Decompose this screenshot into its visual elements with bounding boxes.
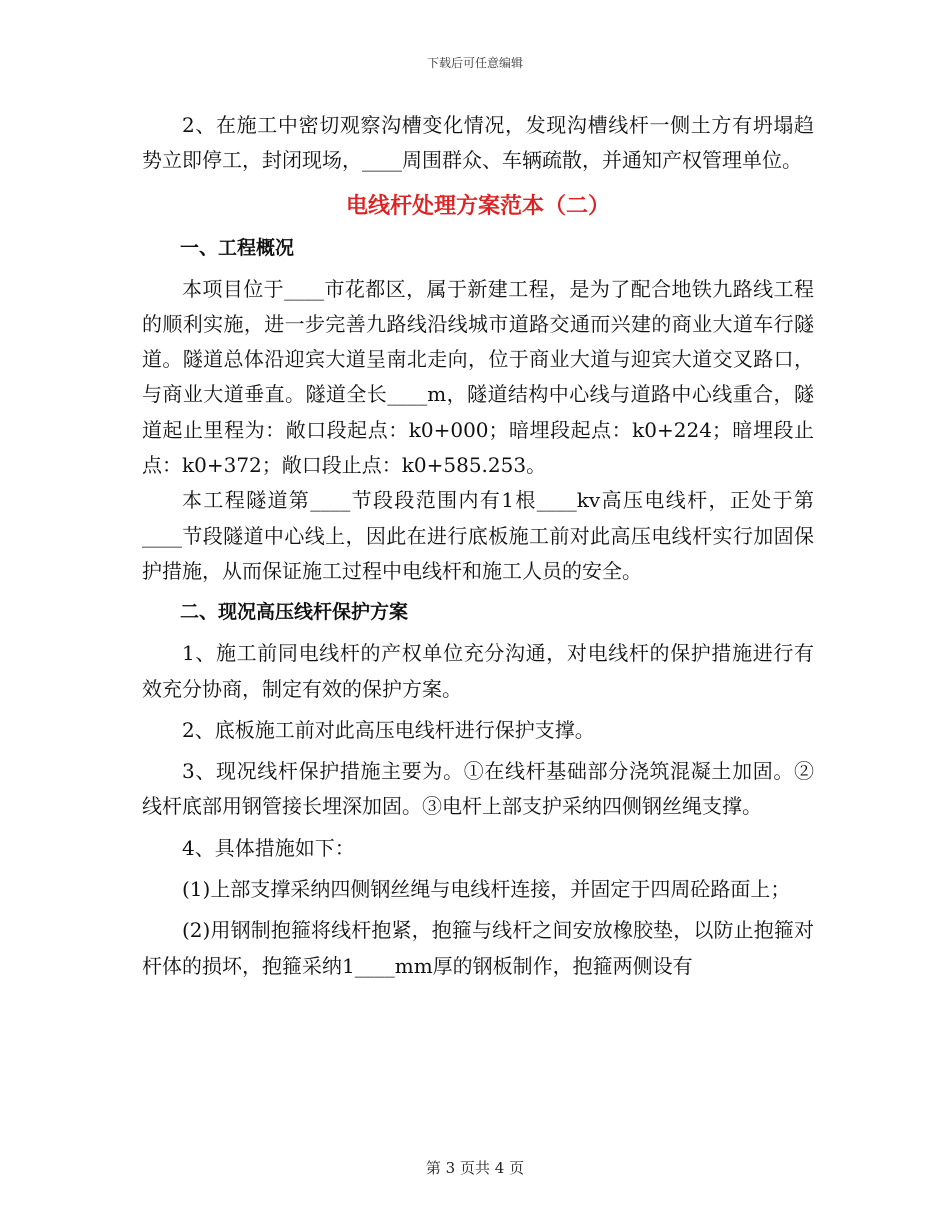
overview-paragraph-1: 本项目位于____市花都区，属于新建工程，是为了配合地铁九路线工程的顺利实施，进一步完善九路线沿线城市道路交通而兴建的商业大道车行隧道。隧道总体沿迎宾大道呈南北走向，位于商业大道与迎宾大道交叉路口，与商业大道垂直。隧道全长____m，隧道结构中心线与道路中心线重合，隧道起止里程为：敞口段起点：k0+000；暗埋段起点：k0+224；暗埋段止点：k0+372；敞口段止点：k0+585.253。: [142, 276, 814, 478]
plan-subitem-2: (2)用钢制抱箍将线杆抱紧，抱箍与线杆之间安放橡胶垫，以防止抱箍对杆体的损坏，抱箍采纳1____mm厚的钢板制作，抱箍两侧设有: [142, 918, 814, 978]
page-footer: 第 3 页共 4 页: [425, 1159, 525, 1177]
plan-subitem-1: (1)上部支撑采纳四侧钢丝绳与电线杆连接，并固定于四周砼路面上；: [182, 877, 791, 902]
document-title: 电线杆处理方案范本（二）: [345, 193, 610, 219]
plan-item-3: 3、现况线杆保护措施主要为。①在线杆基础部分浇筑混凝土加固。②线杆底部用钢管接长埋深加固。③电杆上部支护采纳四侧钢丝绳支撑。: [142, 759, 814, 819]
document-body: [142, 108, 814, 990]
page-header: 下载后可任意编辑: [426, 56, 523, 70]
intro-paragraph: 2、在施工中密切观察沟槽变化情况，发现沟槽线杆一侧土方有坍塌趋势立即停工，封闭现场，____周围群众、车辆疏散，并通知产权管理单位。: [142, 113, 814, 173]
overview-paragraph-2: 本工程隧道第____节段段范围内有1根____kv高压电线杆，正处于第____节段隧道中心线上，因此在进行底板施工前对此高压电线杆实行加固保护措施，从而保证施工过程中电线杆和施工人员的安全。: [142, 488, 814, 583]
plan-item-1: 1、施工前同电线杆的产权单位充分沟通，对电线杆的保护措施进行有效充分协商，制定有效的保护方案。: [142, 641, 814, 701]
plan-item-2: 2、底板施工前对此高压电线杆进行保护支撑。: [182, 717, 595, 742]
section-heading-protection-plan: 二、现况高压线杆保护方案: [180, 601, 409, 624]
plan-item-4: 4、具体措施如下：: [182, 835, 355, 860]
section-heading-overview: 一、工程概况: [180, 236, 295, 259]
